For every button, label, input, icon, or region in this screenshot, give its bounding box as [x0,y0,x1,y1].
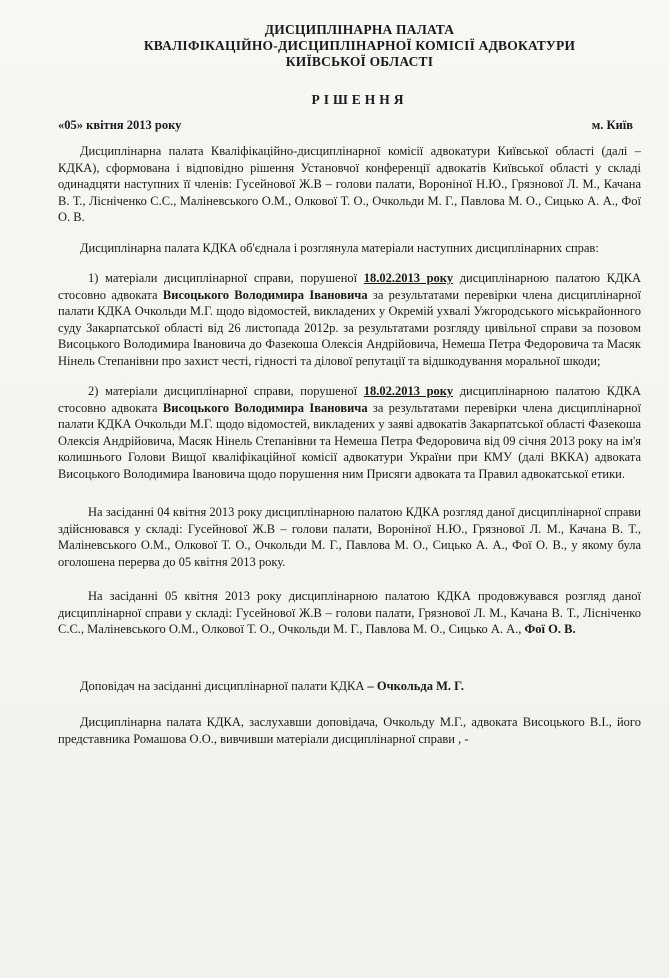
case-1-intro: 1) матеріали дисциплінарної справи, порушеної [88,271,364,285]
header-line-2: КВАЛІФІКАЦІЙНО-ДИСЦИПЛІНАРНОЇ КОМІСІЇ АДВОКАТУРИ [143,38,576,53]
paragraph-composition: Дисциплінарна палата Кваліфікаційно-дисциплінарної комісії адвокатури Київської області (далі – КДКА), сформована і відповідно рішення Установчої конференції адвокатів Київської області у складі одинадцяти наступних її членів: Гусейнової Ж.В – голови палати, Вороніної Н.Ю., Грязнової Л. М., Качана В. Т., Лісніченко С.С., Маліневського О.М., Олкової Т. О., Очкольди М. Г., Павлова М. О., Сицько А. А., Фої О. В. [58,144,641,224]
case-2-mid: дисциплінарною палатою КДКА стосовно адвоката [58,384,641,415]
dateline [58,118,641,133]
session-2-text: На засіданні 05 квітня 2013 року дисциплінарною палатою КДКА продовжувався розгляд даної дисциплінарної справи у складі: Гусейнової Ж.В – голови палати, Грязнової Л. М., Качана В. Т., Лісніченко С.С., Маліневського О.М., Олкової Т. О., Очкольди М. Г., Павлова М. О., Сицько А. А., [58,589,641,636]
paragraph-merged-cases: Дисциплінарна палата КДКА об'єднала і розглянула матеріали наступних дисциплінарних справ: [80,240,599,255]
case-1-date: 18.02.2013 року [363,271,454,285]
document-date: «05» квітня 2013 року [58,118,182,132]
paragraph-session-2 [58,588,641,638]
document-header [78,22,641,70]
header-line-1: ДИСЦИПЛІНАРНА ПАЛАТА [264,22,455,37]
paragraph-case-2 [58,383,641,482]
document-city: м. Київ [591,118,633,132]
paragraph-rapporteur [58,678,641,695]
case-1-advocate-name: Висоцького Володимира Івановича [162,287,368,302]
case-2-intro: 2) матеріали дисциплінарної справи, порушеної [88,384,364,398]
rapporteur-name: – Очкольда М. Г. [367,678,464,693]
case-2-advocate-name: Висоцького Володимира Івановича [162,400,368,415]
case-2-text: за результатами перевірки члена дисциплінарної палати КДКА Очкольди М.Г. щодо відомостей, викладених у заяві адвокатів Закарпатської області Фазекоша Олексія Андрійовича, Масяк Нінель Степанівни та Немеша Петра Федоровича від 09 січня 2013 року на ім'я колишнього Голови Вищої кваліфікаційної комісії адвокатури України при КМУ (далі ВККА) адвоката Висоцького Володимира Івановича щодо порушення ним Присяги адвоката та Правил адвокатської етики. [58,400,641,481]
session-2-last-member: Фої О. В. [524,622,576,636]
paragraph-session-1: На засіданні 04 квітня 2013 року дисциплінарною палатою КДКА розгляд даної дисциплінарної справи здійснювався у складі: Гусейнової Ж.В – голови палати, Вороніної Н.Ю., Грязнової Л. М., Качана В. Т., Маліневського О.М., Олкової Т. О., Очкольди М. Г., Павлова М. О., Сицько А. А., Фої О. В., у якому була оголошена перерва до 05 квітня 2013 року. [58,505,641,569]
paragraph-case-1 [58,270,641,369]
header-line-3: КИЇВСЬКОЇ ОБЛАСТІ [285,54,434,69]
document-title: РІШЕННЯ [311,92,408,107]
case-1-mid: дисциплінарною палатою КДКА стосовно адвоката [58,271,641,302]
paragraph-hearing: Дисциплінарна палата КДКА, заслухавши доповідача, Очкольду М.Г., адвоката Висоцького В.І., його представника Ромашова О.О., вивчивши матеріали дисциплінарної справи , - [58,715,641,746]
case-1-text: за результатами перевірки члена дисциплінарної палати КДКА Очкольди М.Г. щодо відомостей, викладених у Окремій ухвалі Ужгородського міськрайонного суду Закарпатської області від 26 листопада 2012р. за результатами розгляду цивільної справи за позовом Висоцького Володимира Івановича до Фазекоша Олексія Андрійовича, Немеша Петра Федоровича та Масяк Нінель Степанівни про захист честі, гідності та ділової репутації та відшкодування моральної шкоди; [58,287,641,368]
rapporteur-label: Доповідач на засіданні дисциплінарної палати КДКА [80,678,368,693]
case-2-date: 18.02.2013 року [363,384,454,398]
